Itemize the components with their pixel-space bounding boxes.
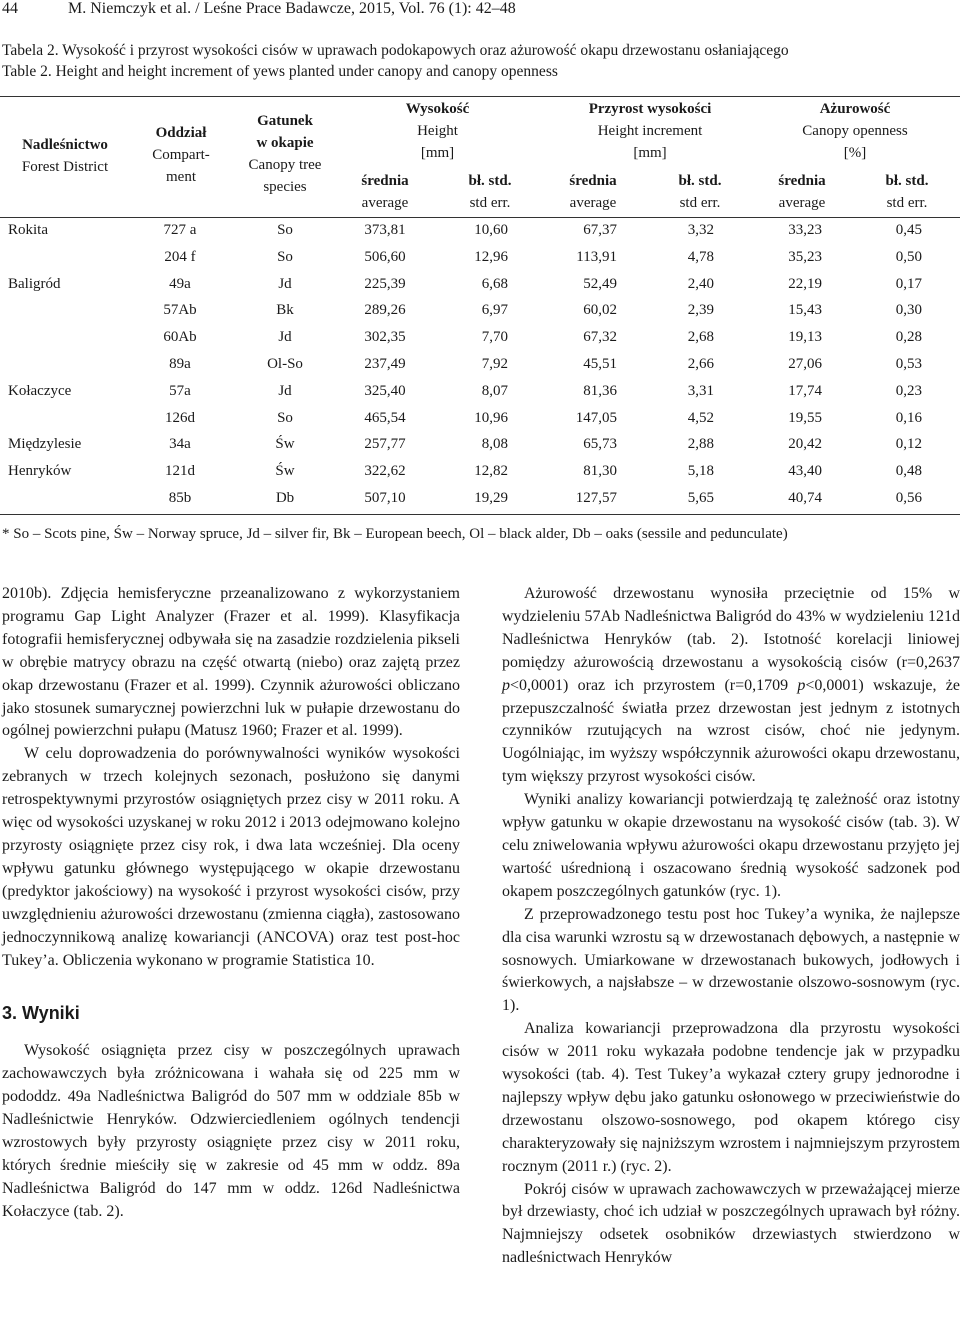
cell-openness-mean: 19,13 [788,329,822,346]
cell-increment-mean: 81,30 [583,463,617,480]
cell-compartment: 49a [169,275,191,292]
cell-compartment: 89a [169,356,191,372]
cell-district: Rokita [8,222,48,238]
left-column [2,583,460,1224]
cell-increment-err: 2,39 [687,302,714,319]
cell-compartment: 121d [165,463,195,480]
table-caption-en: Table 2. Height and height increment of yews planted under canopy and canopy openness [2,63,558,80]
cell-openness-err: 0,23 [895,382,922,399]
table-caption-pl: Tabela 2. Wysokość i przyrost wysokości cisów w uprawach podokapowych oraz ażurowość okapu drzewostanu osłaniającego [2,42,789,59]
table-header-rule [0,217,960,218]
cell-increment-mean: 113,91 [576,248,617,265]
cell-openness-mean: 19,55 [788,409,822,426]
header-height-unit: [mm] [420,145,455,161]
header-err-pl-openness: bł. std. [885,173,929,189]
header-increment-pl: Przyrost wysokości [588,101,712,117]
right-paragraph-1-c: <0,0001) wskazuje, że przepuszczalność światła przez drzewostan jest jednym z istotnych czynników rzutujących na wzrost cisów, choć nie jedynym. Uogólniając, im wyższy współczynnik ażurowości okapu drzewostanu, tym większy przyrost wysokości cisów. [502,676,960,786]
left-paragraph-1: 2010b). Zdjęcia hemisferyczne przeanalizowano z wykorzystaniem programu Gap Light Analyzer (Frazer et al. 1999). Klasyfikacja fotografii hemisferycznej odbywała się na zasadzie rozdzielenia pikseli w obrębie matrycy obrazu na część otwartą (niebo) oraz zajętą przez okap drzewostanu (Frazer et al. 1999). Czynnik ażurowości obliczano jako stosunek sumarycznej powierzchni luk w pułapie drzewostanu do ogólnej powierzchni pułapu (Matusz 1960; Frazer et al. 1999). [2,585,460,740]
cell-height-err: 19,29 [474,490,508,506]
cell-species: So [277,409,293,426]
cell-openness-err: 0,16 [895,409,922,426]
cell-height-err: 7,70 [481,329,508,346]
header-mean-en-increment: average [569,195,617,211]
cell-height-mean: 373,81 [364,222,406,238]
header-district-en: Forest District [21,159,109,175]
cell-height-mean: 507,10 [364,490,406,506]
header-mean-en-openness: average [778,195,826,211]
cell-height-mean: 302,35 [364,329,406,346]
cell-species: So [277,248,293,265]
cell-increment-err: 4,52 [687,409,714,426]
cell-district: Henryków [8,463,72,480]
cell-increment-mean: 147,05 [575,409,617,426]
header-mean-en-height: average [361,195,409,211]
cell-district: Międzylesie [8,436,82,453]
cell-species: Ol-So [267,356,303,372]
cell-increment-err: 2,68 [687,329,714,346]
right-paragraph-1 [502,583,960,789]
page-header [0,0,960,22]
cell-height-err: 8,07 [481,382,508,399]
cell-increment-err: 2,40 [687,275,714,292]
cell-openness-mean: 43,40 [788,463,822,480]
cell-increment-mean: 65,73 [583,436,617,453]
left-paragraph-3: Wysokość osiągnięta przez cisy w poszczególnych uprawach zachowawczych była zróżnicowana i wahała się od 225 mm w pododdz. 49a Nadleśnictwa Baligród do 507 mm w oddziale 85b w Nadleśnictwie Henryków. Odzwierciedleniem ogólnych tendencji wzrostowych były przyrosty osiągnięte przez cisy w 2011 roku, których średnie mieściły się w zakresie od 45 mm w oddz. 89a Nadleśnictwa Baligród do 147 mm w oddz. 126d Nadleśnictwa Kołaczyce (tab. 2). [2,1042,460,1220]
cell-species: Db [275,490,295,506]
header-mean-pl-increment: średnia [569,173,617,189]
right-paragraph-3: Z przeprowadzonego testu post hoc Tukey’a wynika, że najlepsze dla cisa warunki wzrostu są w drzewostanach dębowych, a następnie w sosnowych. Umiarkowane w drzewostanach bukowych, jodłowych i świerkowych, a najsłabsze – w drzewostanie olszowo-sosnowym (ryc. 1). [502,905,960,1015]
cell-increment-mean: 67,37 [583,222,617,238]
cell-height-mean: 322,62 [364,463,406,480]
cell-increment-mean: 60,02 [583,302,617,319]
cell-increment-mean: 45,51 [583,356,617,372]
cell-height-mean: 289,26 [364,302,406,319]
header-species-en-2: species [263,179,307,195]
cell-height-err: 6,68 [481,275,508,292]
cell-height-mean: 325,40 [364,382,406,399]
right-paragraph-4: Analiza kowariancji przeprowadzona dla przyrostu wysokości cisów w 2011 roku wykazała podobne tendencje jak w przypadku wysokości (tab. 4). Test Tukey’a wykazał cztery grupy jednorodne i najlepszy wpływ dębu jako gatunku osłonowego w przeciwieństwie do drzewostanu olszowo-sosnowego, pod okapem którego cisy charakteryzowały się najniższym wzrostem i najmniejszym przyrostem rocznym (2011 r.) (ryc. 2). [502,1020,960,1175]
page-number: 44 [2,0,18,17]
cell-height-err: 7,92 [481,356,508,372]
cell-openness-mean: 27,06 [788,356,822,372]
cell-increment-mean: 127,57 [575,490,617,506]
cell-openness-err: 0,48 [895,463,922,480]
table-footnote: * So – Scots pine, Św – Norway spruce, Jd – silver fir, Bk – European beech, Ol – black alder, Db – oaks (sessile and pedunculate) [2,526,788,542]
cell-height-err: 8,08 [481,436,508,453]
header-compartment-en-1: Compart- [152,147,210,163]
cell-increment-err: 3,31 [687,382,714,399]
cell-openness-err: 0,50 [895,248,922,265]
header-err-en-height: std err. [469,195,511,211]
cell-openness-mean: 35,23 [788,248,822,265]
right-column [502,583,960,1270]
header-height-en: Height [417,123,458,139]
header-openness-en: Canopy openness [802,123,908,139]
header-openness-pl: Ażurowość [819,101,891,117]
cell-openness-mean: 15,43 [788,302,822,319]
p-value-symbol: p [502,676,510,694]
cell-increment-err: 5,18 [687,463,714,480]
cell-compartment: 34a [169,436,191,453]
cell-openness-err: 0,53 [895,356,922,372]
cell-height-err: 6,97 [481,302,508,319]
header-compartment-en-2: ment [166,169,196,185]
cell-increment-err: 2,66 [687,356,714,372]
cell-openness-mean: 40,74 [788,490,822,506]
cell-openness-err: 0,12 [895,436,922,453]
header-species-pl-1: Gatunek [257,113,313,129]
cell-species: Jd [278,275,292,292]
cell-height-mean: 257,77 [364,436,406,453]
right-paragraph-5: Pokrój cisów w uprawach zachowawczych w przeważającej mierze był drzewiasty, choć ich udział w poszczególnych uprawach był różny. Najmniejszy odsetek osobników drzewiastych stwierdzono w nadleśnictwach Henryków [502,1180,960,1267]
cell-height-err: 12,96 [474,248,508,265]
cell-height-mean: 225,39 [364,275,406,292]
cell-increment-err: 2,88 [687,436,714,453]
cell-openness-err: 0,56 [895,490,922,506]
header-err-en-openness: std err. [886,195,928,211]
cell-compartment: 60Ab [163,329,197,346]
cell-district: Baligród [8,275,61,292]
cell-height-mean: 506,60 [364,248,406,265]
cell-openness-mean: 17,74 [788,382,822,399]
p-value-symbol-2: p [797,676,806,694]
left-paragraph-2: W celu doprowadzenia do porównywalności wyników wysokości zebranych w trzech kolejnych sezonach, posłużono się danymi retrospektywnymi przyrostów osiągniętych przez cisy w 2011 roku. A więc od wysokości uzyskanej w roku 2012 i 2013 odejmowano kolejno przyrosty osiągnięte przez cisy rok, i dwa lata wcześniej. Dla oceny wpływu gatunku głównego występującego w okapie drzewostanu (predyktor jakościowy) na wysokość i przyrost wysokości cisów, przy uwzględnieniu ażurowości drzewostanu (zmienna ciągła), zastosowano jednoczynnikową analizę kowariancji (ANCOVA) oraz test post-hoc Tukey’a. Obliczenia wykonano w programie Statistica 10. [2,745,460,969]
cell-species: So [277,222,293,238]
header-mean-pl-height: średnia [361,173,409,189]
header-species-pl-2: w okapie [256,135,314,151]
right-paragraph-2: Wyniki analizy kowariancji potwierdzają tę zależność oraz istotny wpływ gatunku w okapie drzewostanu na wysokość cisów (tab. 3). W celu zniwelowania wpływu ażurowości okapu drzewostanu przyjęto jej wartość uśrednioną i oszacowano średnią wysokość sadzonek pod okapem poszczególnych gatunków (ryc. 1). [502,791,960,900]
cell-compartment: 85b [168,490,192,506]
cell-increment-mean: 81,36 [583,382,617,399]
cell-increment-err: 3,32 [687,222,714,238]
cell-increment-err: 4,78 [687,248,714,265]
right-paragraph-1-b: <0,0001) oraz ich przyrostem (r=0,1709 [510,676,798,694]
cell-compartment: 57a [169,382,191,399]
cell-compartment: 204 f [164,248,196,265]
cell-district: Kołaczyce [8,382,72,399]
cell-openness-err: 0,30 [895,302,922,319]
cell-openness-mean: 20,42 [788,436,822,453]
cell-openness-err: 0,45 [895,222,922,238]
cell-species: Św [275,436,295,453]
cell-species: Jd [278,329,292,346]
header-height-pl: Wysokość [405,101,470,117]
table-bottom-rule [0,514,960,515]
header-district-pl: Nadleśnictwo [22,137,108,153]
cell-openness-mean: 22,19 [788,275,822,292]
cell-species: Bk [276,302,294,319]
header-openness-unit: [%] [843,145,867,161]
header-mean-pl-openness: średnia [778,173,826,189]
cell-increment-mean: 67,32 [583,329,617,346]
cell-height-err: 12,82 [474,463,508,480]
cell-openness-err: 0,17 [895,275,922,292]
cell-openness-mean: 33,23 [788,222,822,238]
table-top-rule [0,96,960,97]
header-species-en-1: Canopy tree [248,157,322,173]
header-err-pl-increment: bł. std. [678,173,722,189]
header-err-pl-height: bł. std. [468,173,512,189]
header-compartment-pl: Oddział [155,125,207,141]
cell-height-err: 10,96 [474,409,508,426]
cell-height-mean: 237,49 [364,356,406,372]
cell-compartment: 126d [165,409,195,426]
cell-openness-err: 0,28 [895,329,922,346]
cell-height-mean: 465,54 [364,409,406,426]
header-err-en-increment: std err. [679,195,721,211]
cell-increment-mean: 52,49 [583,275,617,292]
cell-increment-err: 5,65 [687,490,714,506]
section-heading: 3. Wyniki [2,1003,80,1024]
cell-species: Jd [278,382,292,399]
cell-compartment: 727 a [163,222,197,238]
right-paragraph-1-a: Ażurowość drzewostanu wynosiła przeciętnie od 15% w wydzieleniu 57Ab Nadleśnictwa Baligród do 43% w wydzieleniu 121d Nadleśnictwa Henryków (tab. 2). Istotność korelacji liniowej pomiędzy ażurowością drzewostanu a wysokością cisów (r=0,2637 [502,585,960,671]
cell-height-err: 10,60 [474,222,508,238]
cell-compartment: 57Ab [163,302,197,319]
header-increment-unit: [mm] [633,145,667,161]
running-head: M. Niemczyk et al. / Leśne Prace Badawcze, 2015, Vol. 76 (1): 42–48 [68,0,516,17]
cell-species: Św [275,463,295,480]
header-increment-en: Height increment [597,123,703,139]
